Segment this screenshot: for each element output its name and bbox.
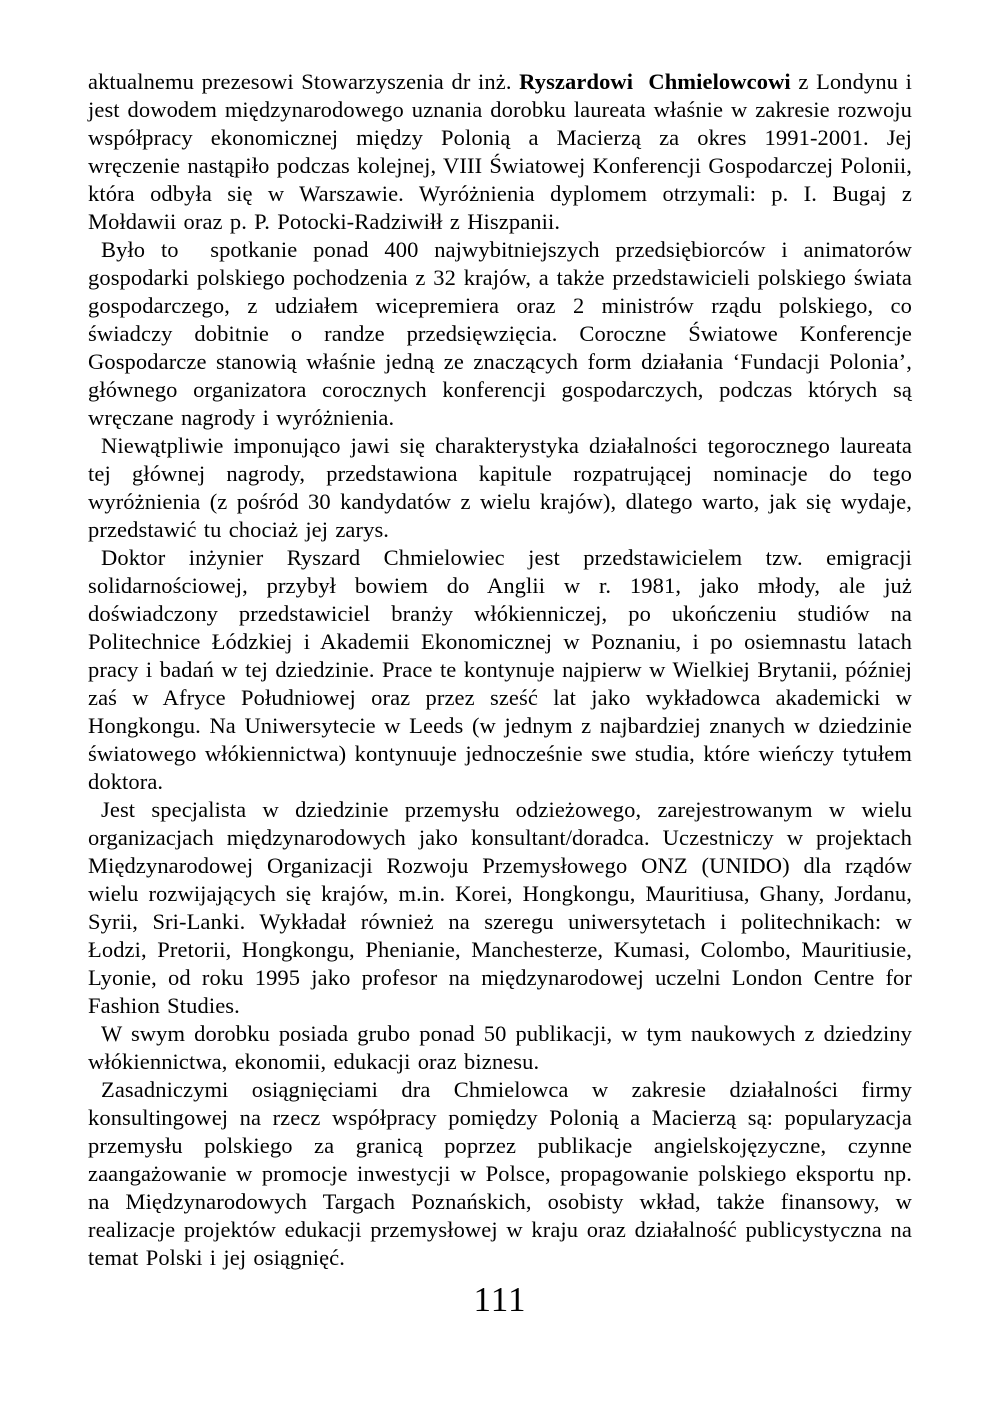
body-paragraph: Niewątpliwie imponująco jawi się charakterystyka działalności tegorocznego laureata tej głównej nagrody, przedstawiona kapitule rozpatrującej nominacje do tego wyróżnienia (z pośród 30 kandydatów z wielu krajów), dlatego warto, jak się wydaje, przedstawić tu chociaż jej zarys. — [88, 433, 912, 542]
body-paragraph: Jest specjalista w dziedzinie przemysłu odzieżowego, zarejestrowanym w wielu organizacjach międzynarodowych jako konsultant/doradca. Uczestniczy w projektach Międzynarodowej Organizacji Rozwoju Przemysłowego ONZ (UNIDO) dla rządów wielu rozwijających się krajów, m.in. Korei, Hongkongu, Mauritiusa, Ghany, Jordanu, Syrii, Sri-Lanki. Wykładał również na szeregu uniwersytetach i politechnikach: w Łodzi, Pretorii, Hongkongu, Phenianie, Manchesterze, Kumasi, Colombo, Mauritiusie, Lyonie, od roku 1995 jako profesor na międzynarodowej uczelni London Centre for Fashion Studies. — [88, 797, 912, 1018]
body-paragraph: W swym dorobku posiada grubo ponad 50 publikacji, w tym naukowych z dziedziny włókiennictwa, ekonomii, edukacji oraz biznesu. — [88, 1021, 912, 1074]
body-paragraph — [88, 68, 912, 236]
body-paragraph: Było to spotkanie ponad 400 najwybitniejszych przedsiębiorców i animatorów gospodarki polskiego pochodzenia z 32 krajów, a także przedstawicieli polskiego świata gospodarczego, z udziałem wicepremiera oraz 2 ministrów rządu polskiego, co świadczy dobitnie o randze przedsięwzięcia. Coroczne Światowe Konferencje Gospodarcze stanowią właśnie jedną ze znaczących form działania ‘Fundacji Polonia’, głównego organizatora corocznych konferencji gospodarczych, podczas których są wręczane nagrody i wyróżnienia. — [88, 237, 912, 430]
paragraph-text: aktualnemu prezesowi Stowarzyszenia dr inż. — [88, 69, 520, 94]
paragraph-text: z Londynu i jest dowodem międzynarodowego uznania dorobku laureata właśnie w zakresie rozwoju współpracy ekonomicznej między Polonią a Macierzą za okres 1991-2001. Jej wręczenie nastąpiło podczas kolejnej, VIII Światowej Konferencji Gospodarczej Polonii, która odbyła się w Warszawie. Wyróżnienia dyplomem otrzymali: p. I. Bugaj z Mołdawii oraz p. P. Potocki-Radziwiłł z Hiszpanii. — [88, 69, 912, 234]
body-paragraph: Doktor inżynier Ryszard Chmielowiec jest przedstawicielem tzw. emigracji solidarnościowej, przybył bowiem do Anglii w r. 1981, jako młody, ale już doświadczony przedstawiciel branży włókienniczej, po ukończeniu studiów na Politechnice Łódzkiej i Akademii Ekonomicznej w Poznaniu, i po osiemnastu latach pracy i badań w tej dziedzinie. Prace te kontynuje najpierw w Wielkiej Brytanii, później zaś w Afryce Południowej oraz przez sześć lat jako wykładowca akademicki w Hongkongu. Na Uniwersytecie w Leeds (w jednym z najbardziej znanych w dziedzinie światowego włókiennictwa) kontynuuje jednocześnie swe studia, które wieńczy tytułem doktora. — [88, 545, 912, 794]
body-paragraph: Zasadniczymi osiągnięciami dra Chmielowca w zakresie działalności firmy konsultingowej na rzecz współpracy pomiędzy Polonią a Macierzą są: popularyzacja przemysłu polskiego za granicą poprzez publikacje angielskojęzyczne, czynne zaangażowanie w promocje inwestycji w Polsce, propagowanie polskiego eksportu np. na Międzynarodowych Targach Poznańskich, osobisty wkład, także finansowy, w realizacje projektów edukacji przemysłowej w kraju oraz działalność publicystyczna na temat Polski i jej osiągnięć. — [88, 1077, 912, 1270]
body-text-block — [88, 68, 912, 1272]
laureate-name-bold: Ryszardowi Chmielowcowi — [519, 69, 791, 94]
page-number: 111 — [473, 1280, 527, 1319]
